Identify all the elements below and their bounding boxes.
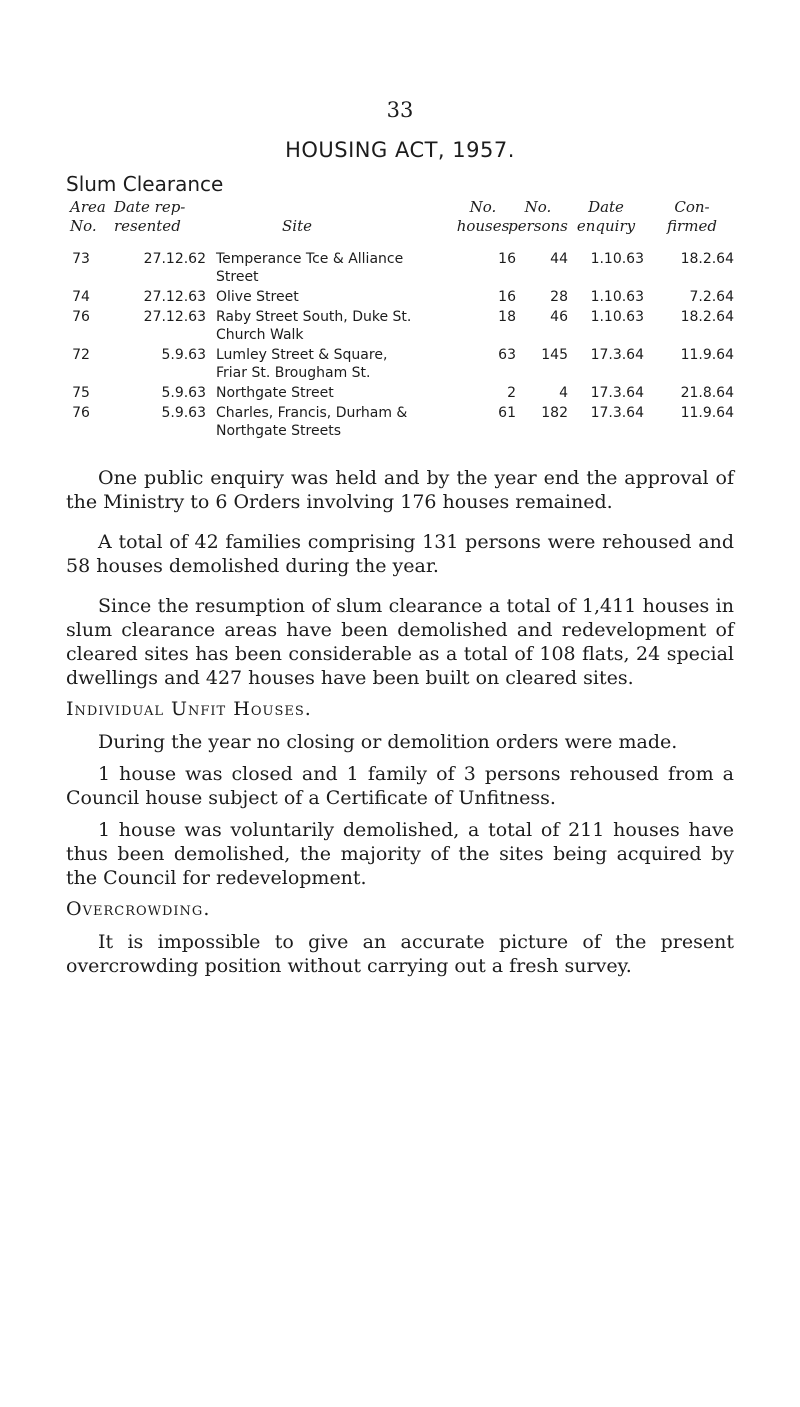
- cell-confirmed-date: 11.9.64: [680, 405, 734, 421]
- cell-site-continued: Church Walk: [216, 327, 304, 343]
- cell-area: 74: [72, 289, 90, 305]
- paragraph-resumption-totals: Since the resumption of slum clearance a total of 1,411 houses in slum clearance areas have been demolished and redevelopment of cleared sites has been considerable as a total of 108 flats, 24 special dwellings and 427 houses have been built on cleared sites.: [66, 595, 734, 689]
- paragraph-no-orders: During the year no closing or demolition orders were made.: [98, 731, 678, 753]
- cell-date: 27.12.63: [143, 289, 206, 305]
- paragraph-overcrowding: It is impossible to give an accurate picture of the present overcrowding position without carrying out a fresh survey.: [66, 931, 734, 977]
- section-heading: Slum Clearance: [66, 172, 224, 196]
- paragraph-house-closed: 1 house was closed and 1 family of 3 persons rehoused from a Council house subject of a Certificate of Unfitness.: [66, 763, 734, 809]
- cell-site-continued: Northgate Streets: [216, 423, 342, 439]
- cell-date: 5.9.63: [161, 347, 206, 363]
- cell-site: Temperance Tce & Alliance: [216, 251, 404, 267]
- page-title: HOUSING ACT, 1957.: [285, 138, 515, 162]
- cell-persons: 28: [550, 289, 568, 305]
- cell-enquiry-date: 1.10.63: [590, 309, 644, 325]
- cell-houses: 2: [507, 385, 516, 401]
- header-area: Area No.: [70, 198, 106, 235]
- cell-houses: 61: [498, 405, 516, 421]
- page-number: 33: [386, 98, 414, 122]
- cell-persons: 44: [550, 251, 568, 267]
- header-houses: No. houses: [456, 198, 510, 235]
- cell-houses: 16: [498, 289, 516, 305]
- cell-site: Raby Street South, Duke St.: [216, 309, 412, 325]
- paragraph-families-rehoused: A total of 42 families comprising 131 persons were rehoused and 58 houses demolished during the year.: [66, 531, 734, 577]
- cell-date: 5.9.63: [161, 385, 206, 401]
- cell-enquiry-date: 1.10.63: [590, 251, 644, 267]
- cell-area: 72: [72, 347, 90, 363]
- cell-area: 75: [72, 385, 90, 401]
- cell-houses: 16: [498, 251, 516, 267]
- cell-confirmed-date: 21.8.64: [680, 385, 734, 401]
- cell-enquiry-date: 1.10.63: [590, 289, 644, 305]
- cell-area: 73: [72, 251, 90, 267]
- section-heading-overcrowding: Overcrowding.: [66, 898, 211, 920]
- cell-persons: 145: [541, 347, 568, 363]
- cell-site: Olive Street: [216, 289, 299, 305]
- paragraph-public-enquiry: One public enquiry was held and by the year end the approval of the Ministry to 6 Orders involving 176 houses remained.: [66, 467, 734, 513]
- header-date-represented: Date rep- resented: [114, 198, 186, 235]
- cell-confirmed-date: 11.9.64: [680, 347, 734, 363]
- cell-persons: 4: [559, 385, 568, 401]
- cell-site: Lumley Street & Square,: [216, 347, 388, 363]
- cell-site: Charles, Francis, Durham &: [216, 405, 408, 421]
- header-persons: No. persons: [508, 198, 568, 235]
- cell-enquiry-date: 17.3.64: [590, 405, 644, 421]
- cell-houses: 18: [498, 309, 516, 325]
- cell-persons: 46: [550, 309, 568, 325]
- cell-area: 76: [72, 309, 90, 325]
- cell-site-continued: Friar St. Brougham St.: [216, 365, 371, 381]
- header-confirmed: Con- firmed: [667, 198, 717, 235]
- header-date-enquiry: Date enquiry: [576, 198, 636, 235]
- cell-enquiry-date: 17.3.64: [590, 385, 644, 401]
- cell-confirmed-date: 7.2.64: [689, 289, 734, 305]
- cell-date: 27.12.62: [143, 251, 206, 267]
- cell-confirmed-date: 18.2.64: [680, 251, 734, 267]
- cell-houses: 63: [498, 347, 516, 363]
- cell-persons: 182: [541, 405, 568, 421]
- paragraph-voluntary-demolition: 1 house was voluntarily demolished, a total of 211 houses have thus been demolished, the majority of the sites being acquired by the Council for redevelopment.: [66, 819, 734, 889]
- header-site: Site: [282, 217, 312, 235]
- cell-date: 5.9.63: [161, 405, 206, 421]
- cell-area: 76: [72, 405, 90, 421]
- cell-confirmed-date: 18.2.64: [680, 309, 734, 325]
- cell-date: 27.12.63: [143, 309, 206, 325]
- cell-site-continued: Street: [216, 269, 259, 285]
- cell-enquiry-date: 17.3.64: [590, 347, 644, 363]
- cell-site: Northgate Street: [216, 385, 334, 401]
- section-heading-unfit-houses: Individual Unfit Houses.: [66, 698, 312, 720]
